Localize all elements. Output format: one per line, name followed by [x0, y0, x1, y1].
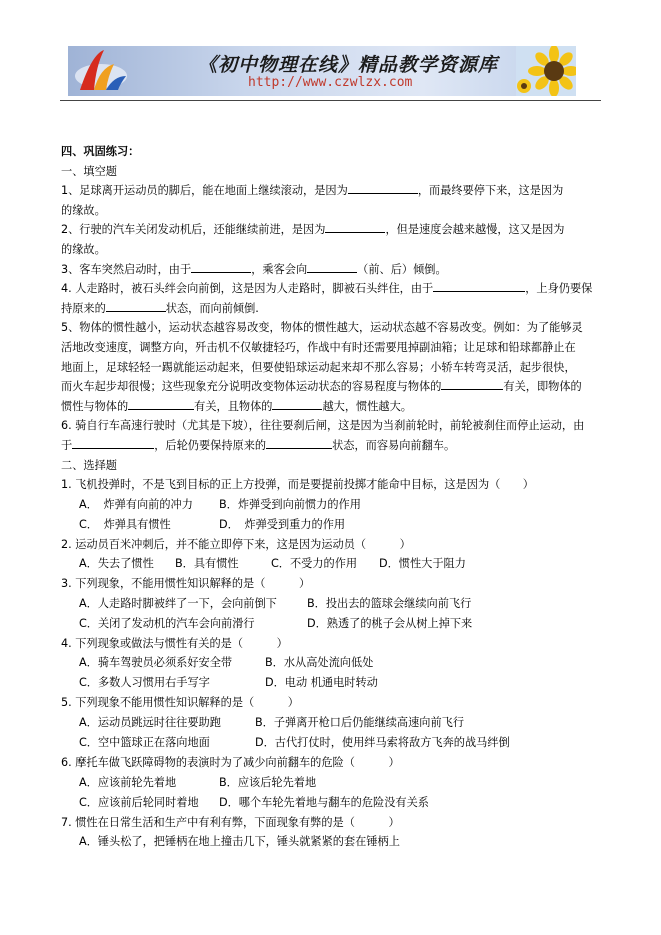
q2-line2 [61, 240, 601, 260]
q2-blank1[interactable] [325, 220, 385, 233]
mc5-option-a[interactable]: A．运动员跳远时往往要助跑 [79, 716, 221, 730]
mc2-stem: 2. 运动员百米冲刺后，并不能立即停下来，这是因为运动员（ ） [61, 537, 411, 551]
q2-line1 [61, 220, 601, 240]
q4-blank1[interactable] [433, 279, 525, 292]
q4-blank2[interactable] [106, 299, 166, 312]
worksheet [61, 142, 601, 852]
mc6-options-row2 [61, 793, 601, 813]
q6-blank1[interactable] [72, 436, 154, 449]
mc3-option-a[interactable]: A．人走路时脚被绊了一下，会向前倒下 [79, 596, 277, 610]
mc4-option-d[interactable]: D．电动 机通电时转动 [265, 676, 378, 690]
mc2-option-b[interactable]: B．具有惯性 [175, 557, 239, 571]
q3-line1 [61, 260, 601, 280]
q5-text-5a: 惯性与物体的 [61, 399, 129, 413]
mc3-options-row2 [61, 614, 601, 634]
mc1-options-row1 [61, 495, 601, 515]
mc2-options-row [61, 554, 601, 574]
q5-line3: 地面上，足球轻轻一踢就能运动起来，但要使铅球运动起来却不那么容易；小轿车转弯灵活，起步很快， [61, 360, 576, 374]
q4-text-a: 4. 人走路时，被石头绊会向前倒，这是因为人走路时，脚被石头绊住，由于 [61, 282, 434, 296]
q5-line5 [61, 397, 601, 417]
mc6-options-row1 [61, 773, 601, 793]
q4-line2 [61, 299, 601, 319]
q5-text-5b: 有关，且物体的 [194, 399, 273, 413]
mc6-option-b[interactable]: B．应该后轮先着地 [219, 775, 317, 789]
q4-text-b: ，上身仍要保 [525, 282, 593, 296]
q5-blank3[interactable] [272, 397, 322, 410]
mc4-option-c[interactable]: C．多数人习惯用右手写字 [79, 676, 210, 690]
mc5-option-d[interactable]: D．古代打仗时，使用绊马索将敌方飞奔的战马绊倒 [255, 736, 510, 750]
mc2-option-d[interactable]: D．惯性大于阻力 [379, 557, 466, 571]
mc1-option-b[interactable]: B．炸弹受到向前惯力的作用 [219, 497, 361, 511]
q5-line2: 活地改变速度，调整方向，歼击机不仅敏捷轻巧，作战中有时还需要甩掉副油箱；让足球和铅球都静止在 [61, 340, 576, 354]
q4-text-d: 状态，而向前倾倒. [165, 301, 259, 315]
mc7-option-a[interactable]: A．锤头松了，把锤柄在地上撞击几下，锤头就紧紧的套在锤柄上 [79, 835, 400, 849]
sunflower-icon [516, 46, 576, 96]
q6-line2 [61, 436, 601, 456]
logo-icon [70, 46, 132, 96]
q1-blank1[interactable] [348, 181, 418, 194]
q1-text-a: 1、足球离开运动员的脚后，能在地面上继续滚动，是因为 [61, 184, 348, 198]
q3-text-b: ，乘客会向 [251, 262, 308, 276]
mc5-stem: 5. 下列现象不能用惯性知识解释的是（ ） [61, 696, 299, 710]
q1-text-c: 的缘故。 [61, 203, 106, 217]
q3-text-a: 3、客车突然启动时，由于 [61, 262, 192, 276]
mc4-options-row2 [61, 673, 601, 693]
mc1-option-a[interactable]: A． 炸弹有向前的冲力 [79, 497, 193, 511]
mc5-option-b[interactable]: B．子弹离开枪口后仍能继续高速向前飞行 [255, 716, 465, 730]
mc6-option-c[interactable]: C．应该前后轮同时着地 [79, 795, 199, 809]
q2-text-c: 的缘故。 [61, 242, 106, 256]
q5-text-4b: 有关，即物体的 [503, 380, 582, 394]
q4-text-c: 持原来的 [61, 301, 106, 315]
q6-text-2c: 状态，而容易向前翻车。 [332, 438, 456, 452]
q2-text-a: 2、行驶的汽车关闭发动机后，还能继续前进，是因为 [61, 223, 326, 237]
q6-text-2b: ，后轮仍要保持原来的 [154, 438, 267, 452]
q6-blank2[interactable] [266, 436, 332, 449]
mc4-stem: 4. 下列现象或做法与惯性有关的是（ ） [61, 636, 288, 650]
q5-blank2[interactable] [128, 397, 194, 410]
q3-blank2[interactable] [307, 260, 357, 273]
banner-url: http://www.czwlzx.com [248, 75, 413, 90]
mc4-option-a[interactable]: A．骑车驾驶员必须系好安全带 [79, 656, 233, 670]
q1-text-b: ，而最终要停下来，这是因为 [417, 184, 564, 198]
banner-title: 《初中物理在线》精品教学资源库 [198, 54, 499, 76]
mc5-option-c[interactable]: C．空中篮球正在落向地面 [79, 736, 210, 750]
mc3-options-row1 [61, 594, 601, 614]
q5-line1: 5、物体的惯性越小，运动状态越容易改变，物体的惯性越大，运动状态越不容易改变。例如：为了能够灵 [61, 321, 583, 335]
q3-text-c: （前、后）倾倒。 [357, 262, 447, 276]
part1-heading: 一、填空题 [61, 164, 117, 178]
part2-heading: 二、选择题 [61, 458, 117, 472]
mc1-stem: 1. 飞机投弹时，不是飞到目标的正上方投弹，而是要提前投掷才能命中目标，这是因为（ ） [61, 478, 534, 492]
q6-line1: 6. 骑自行车高速行驶时（尤其是下坡），往往要刹后闸，这是因为当刹前轮时，前轮被刹住而停止运动，由 [61, 419, 585, 433]
header-rule [60, 100, 601, 101]
mc2-option-a[interactable]: A．失去了惯性 [79, 557, 154, 571]
q5-text-5c: 越大，惯性越大。 [322, 399, 412, 413]
q5-blank1[interactable] [441, 377, 503, 390]
mc4-options-row1 [61, 653, 601, 673]
section-title: 四、巩固练习： [61, 145, 140, 158]
mc3-option-d[interactable]: D．熟透了的桃子会从树上掉下来 [307, 616, 473, 630]
q3-blank1[interactable] [191, 260, 251, 273]
mc7-options-row1 [61, 832, 601, 852]
mc3-stem: 3. 下列现象，不能用惯性知识解释的是（ ） [61, 577, 311, 591]
q1-line2 [61, 201, 601, 221]
mc3-option-b[interactable]: B．投出去的篮球会继续向前飞行 [307, 596, 472, 610]
q6-text-2a: 于 [61, 438, 73, 452]
mc6-option-a[interactable]: A．应该前轮先着地 [79, 775, 177, 789]
mc1-option-c[interactable]: C． 炸弹具有惯性 [79, 517, 171, 531]
mc7-stem: 7. 惯性在日常生活和生产中有利有弊，下面现象有弊的是（ ） [61, 815, 400, 829]
mc5-options-row1 [61, 713, 601, 733]
header-banner [68, 46, 576, 96]
mc1-option-d[interactable]: D． 炸弹受到重力的作用 [219, 517, 346, 531]
q5-text-4a: 而火车起步却很慢；这些现象充分说明改变物体运动状态的容易程度与物体的 [61, 380, 442, 394]
q2-text-b: ，但是速度会越来越慢，这又是因为 [385, 223, 565, 237]
mc4-option-b[interactable]: B．水从高处流向低处 [265, 656, 374, 670]
q4-line1 [61, 279, 601, 299]
mc6-stem: 6. 摩托车做飞跃障碍物的表演时为了减少向前翻车的危险（ ） [61, 756, 400, 770]
q1-line1 [61, 181, 601, 201]
mc2-option-c[interactable]: C．不受力的作用 [271, 557, 358, 571]
q5-line4 [61, 377, 601, 397]
mc3-option-c[interactable]: C．关闭了发动机的汽车会向前滑行 [79, 616, 255, 630]
mc1-options-row2 [61, 515, 601, 535]
mc5-options-row2 [61, 733, 601, 753]
mc6-option-d[interactable]: D．哪个车轮先着地与翻车的危险没有关系 [219, 795, 429, 809]
